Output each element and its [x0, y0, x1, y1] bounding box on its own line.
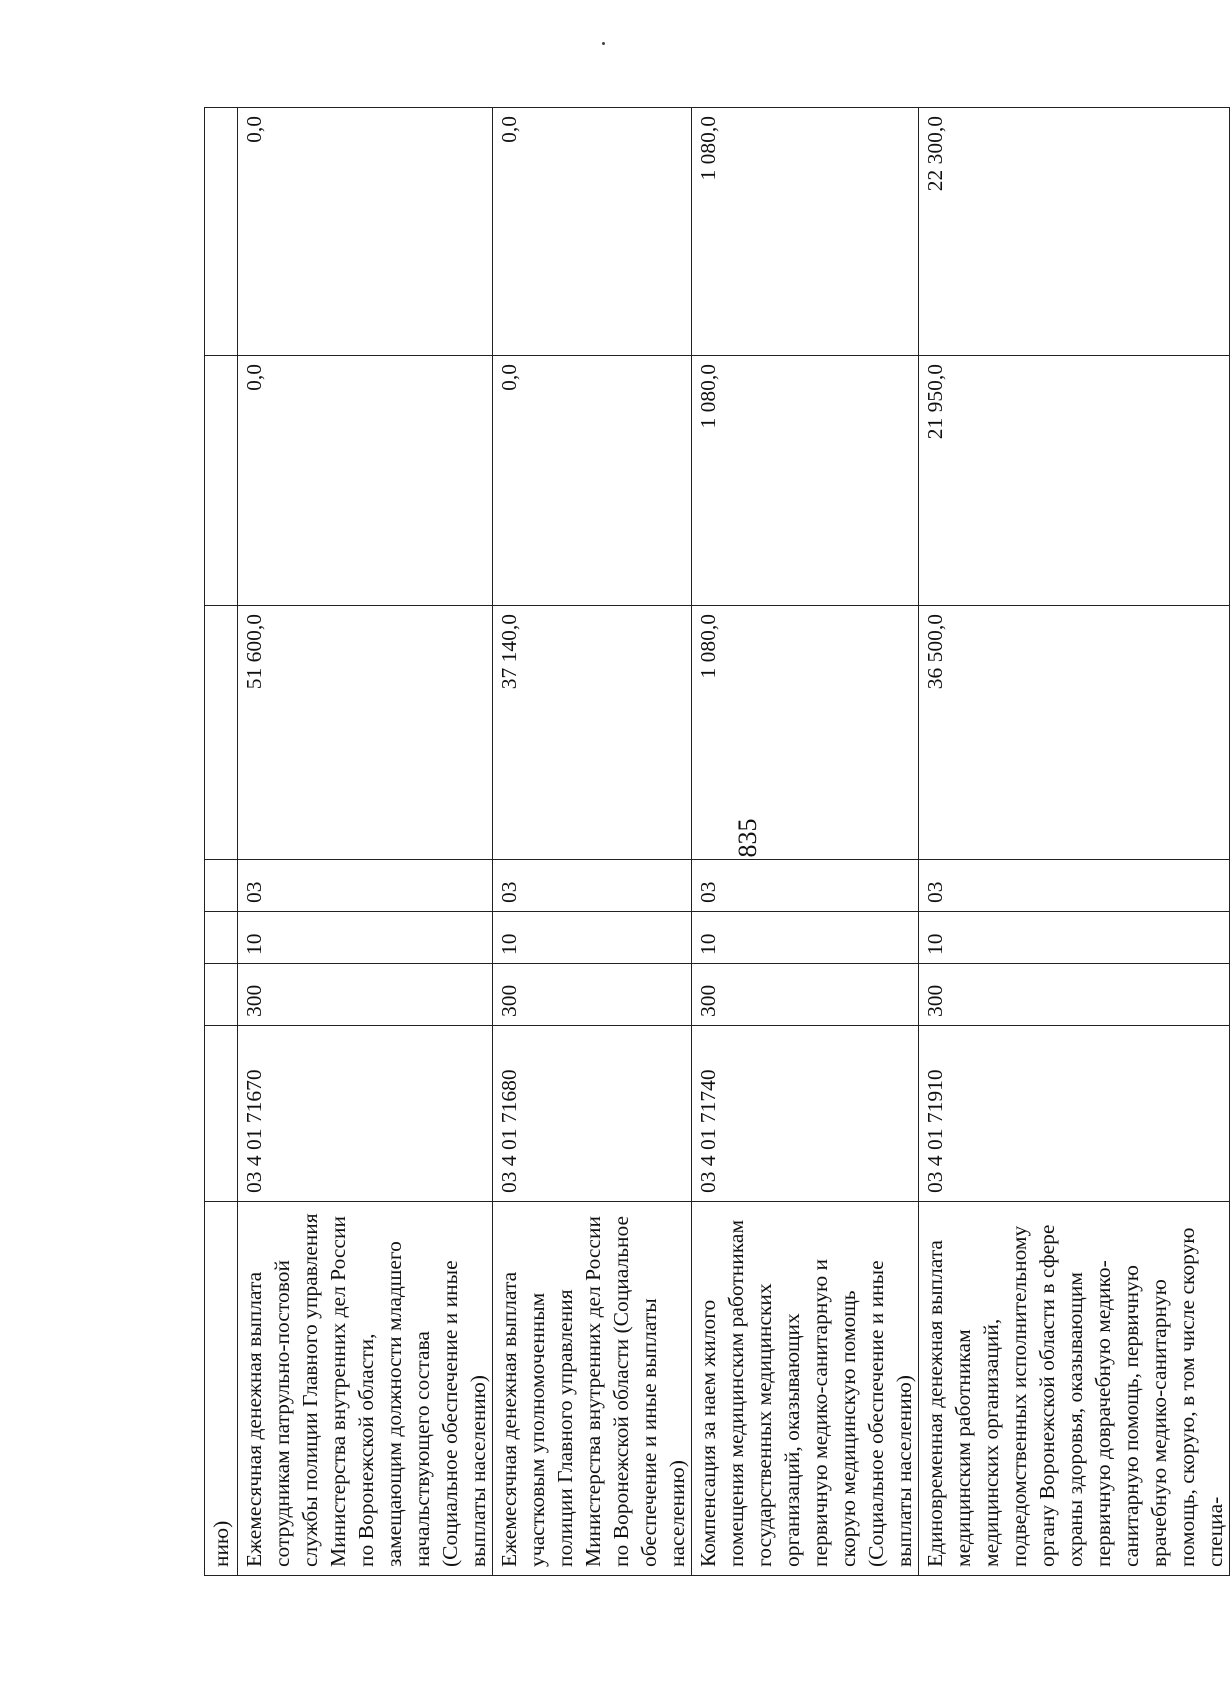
vr-cell: 300: [692, 964, 919, 1026]
table-row-fragment: [205, 108, 238, 1576]
vr-cell: [205, 964, 238, 1026]
budget-table: [204, 107, 1230, 1576]
description-cell: Ежемесячная денежная выплата сотрудникам патрульно-постовой службы полиции Главного управления Министерства внутренних дел России по Воронежской области, замещающим должности младшего начальствующего состава (Социальное обеспечение и иные выплаты населению): [238, 1202, 493, 1576]
amount1-cell: 37 140,0: [493, 606, 692, 860]
vr-cell: 300: [493, 964, 692, 1026]
vr-cell: 300: [919, 964, 1230, 1026]
pr-cell: [205, 860, 238, 912]
description-cell: Компенсация за наем жилого помещения медицинским работникам государственных медицинских организаций, оказывающих первичную медико-санитарную и скорую медицинскую помощь (Социальное обеспечение и иные выплаты населению): [692, 1202, 919, 1576]
amount1-cell: 1 080,0: [692, 606, 919, 860]
page-number: 835: [733, 818, 762, 858]
table-row: [238, 108, 493, 1576]
amount1-cell: [205, 606, 238, 860]
amount3-cell: 0,0: [493, 108, 692, 356]
rz-cell: 10: [919, 912, 1230, 964]
rz-cell: [205, 912, 238, 964]
rz-cell: 10: [692, 912, 919, 964]
table-row: [919, 108, 1230, 1576]
rz-cell: 10: [238, 912, 493, 964]
description-cell: Единовременная денежная выплата медицинским работникам медицинских организаций, подведомственных исполнительному органу Воронежской области в сфере охраны здоровья, оказывающим первичную доврачебную медико-санитарную помощь, первичную врачебную медико-санитарную помощь, скорую, в том числе скорую специа-: [919, 1202, 1230, 1576]
code-cell: 03 4 01 71680: [493, 1026, 692, 1202]
amount1-cell: 36 500,0: [919, 606, 1230, 860]
table-row: [493, 108, 692, 1576]
code-cell: 03 4 01 71910: [919, 1026, 1230, 1202]
code-cell: 03 4 01 71670: [238, 1026, 493, 1202]
amount2-cell: 21 950,0: [919, 356, 1230, 606]
pr-cell: 03: [919, 860, 1230, 912]
code-cell: 03 4 01 71740: [692, 1026, 919, 1202]
pr-cell: 03: [493, 860, 692, 912]
amount2-cell: [205, 356, 238, 606]
pr-cell: 03: [692, 860, 919, 912]
amount3-cell: 1 080,0: [692, 108, 919, 356]
code-cell: [205, 1026, 238, 1202]
rz-cell: 10: [493, 912, 692, 964]
amount2-cell: 0,0: [493, 356, 692, 606]
amount1-cell: 51 600,0: [238, 606, 493, 860]
description-cell: нию): [205, 1202, 238, 1576]
vr-cell: 300: [238, 964, 493, 1026]
table-row: [692, 108, 919, 1576]
rotated-table-container: [204, 108, 1227, 1576]
amount2-cell: 0,0: [238, 356, 493, 606]
amount2-cell: 1 080,0: [692, 356, 919, 606]
pr-cell: 03: [238, 860, 493, 912]
description-cell: Ежемесячная денежная выплата участковым уполномоченным полиции Главного управления Министерства внутренних дел России по Воронежской области (Социальное обеспечение и иные выплаты населению): [493, 1202, 692, 1576]
scan-speck: [602, 42, 605, 45]
amount3-cell: 22 300,0: [919, 108, 1230, 356]
amount3-cell: 0,0: [238, 108, 493, 356]
amount3-cell: [205, 108, 238, 356]
